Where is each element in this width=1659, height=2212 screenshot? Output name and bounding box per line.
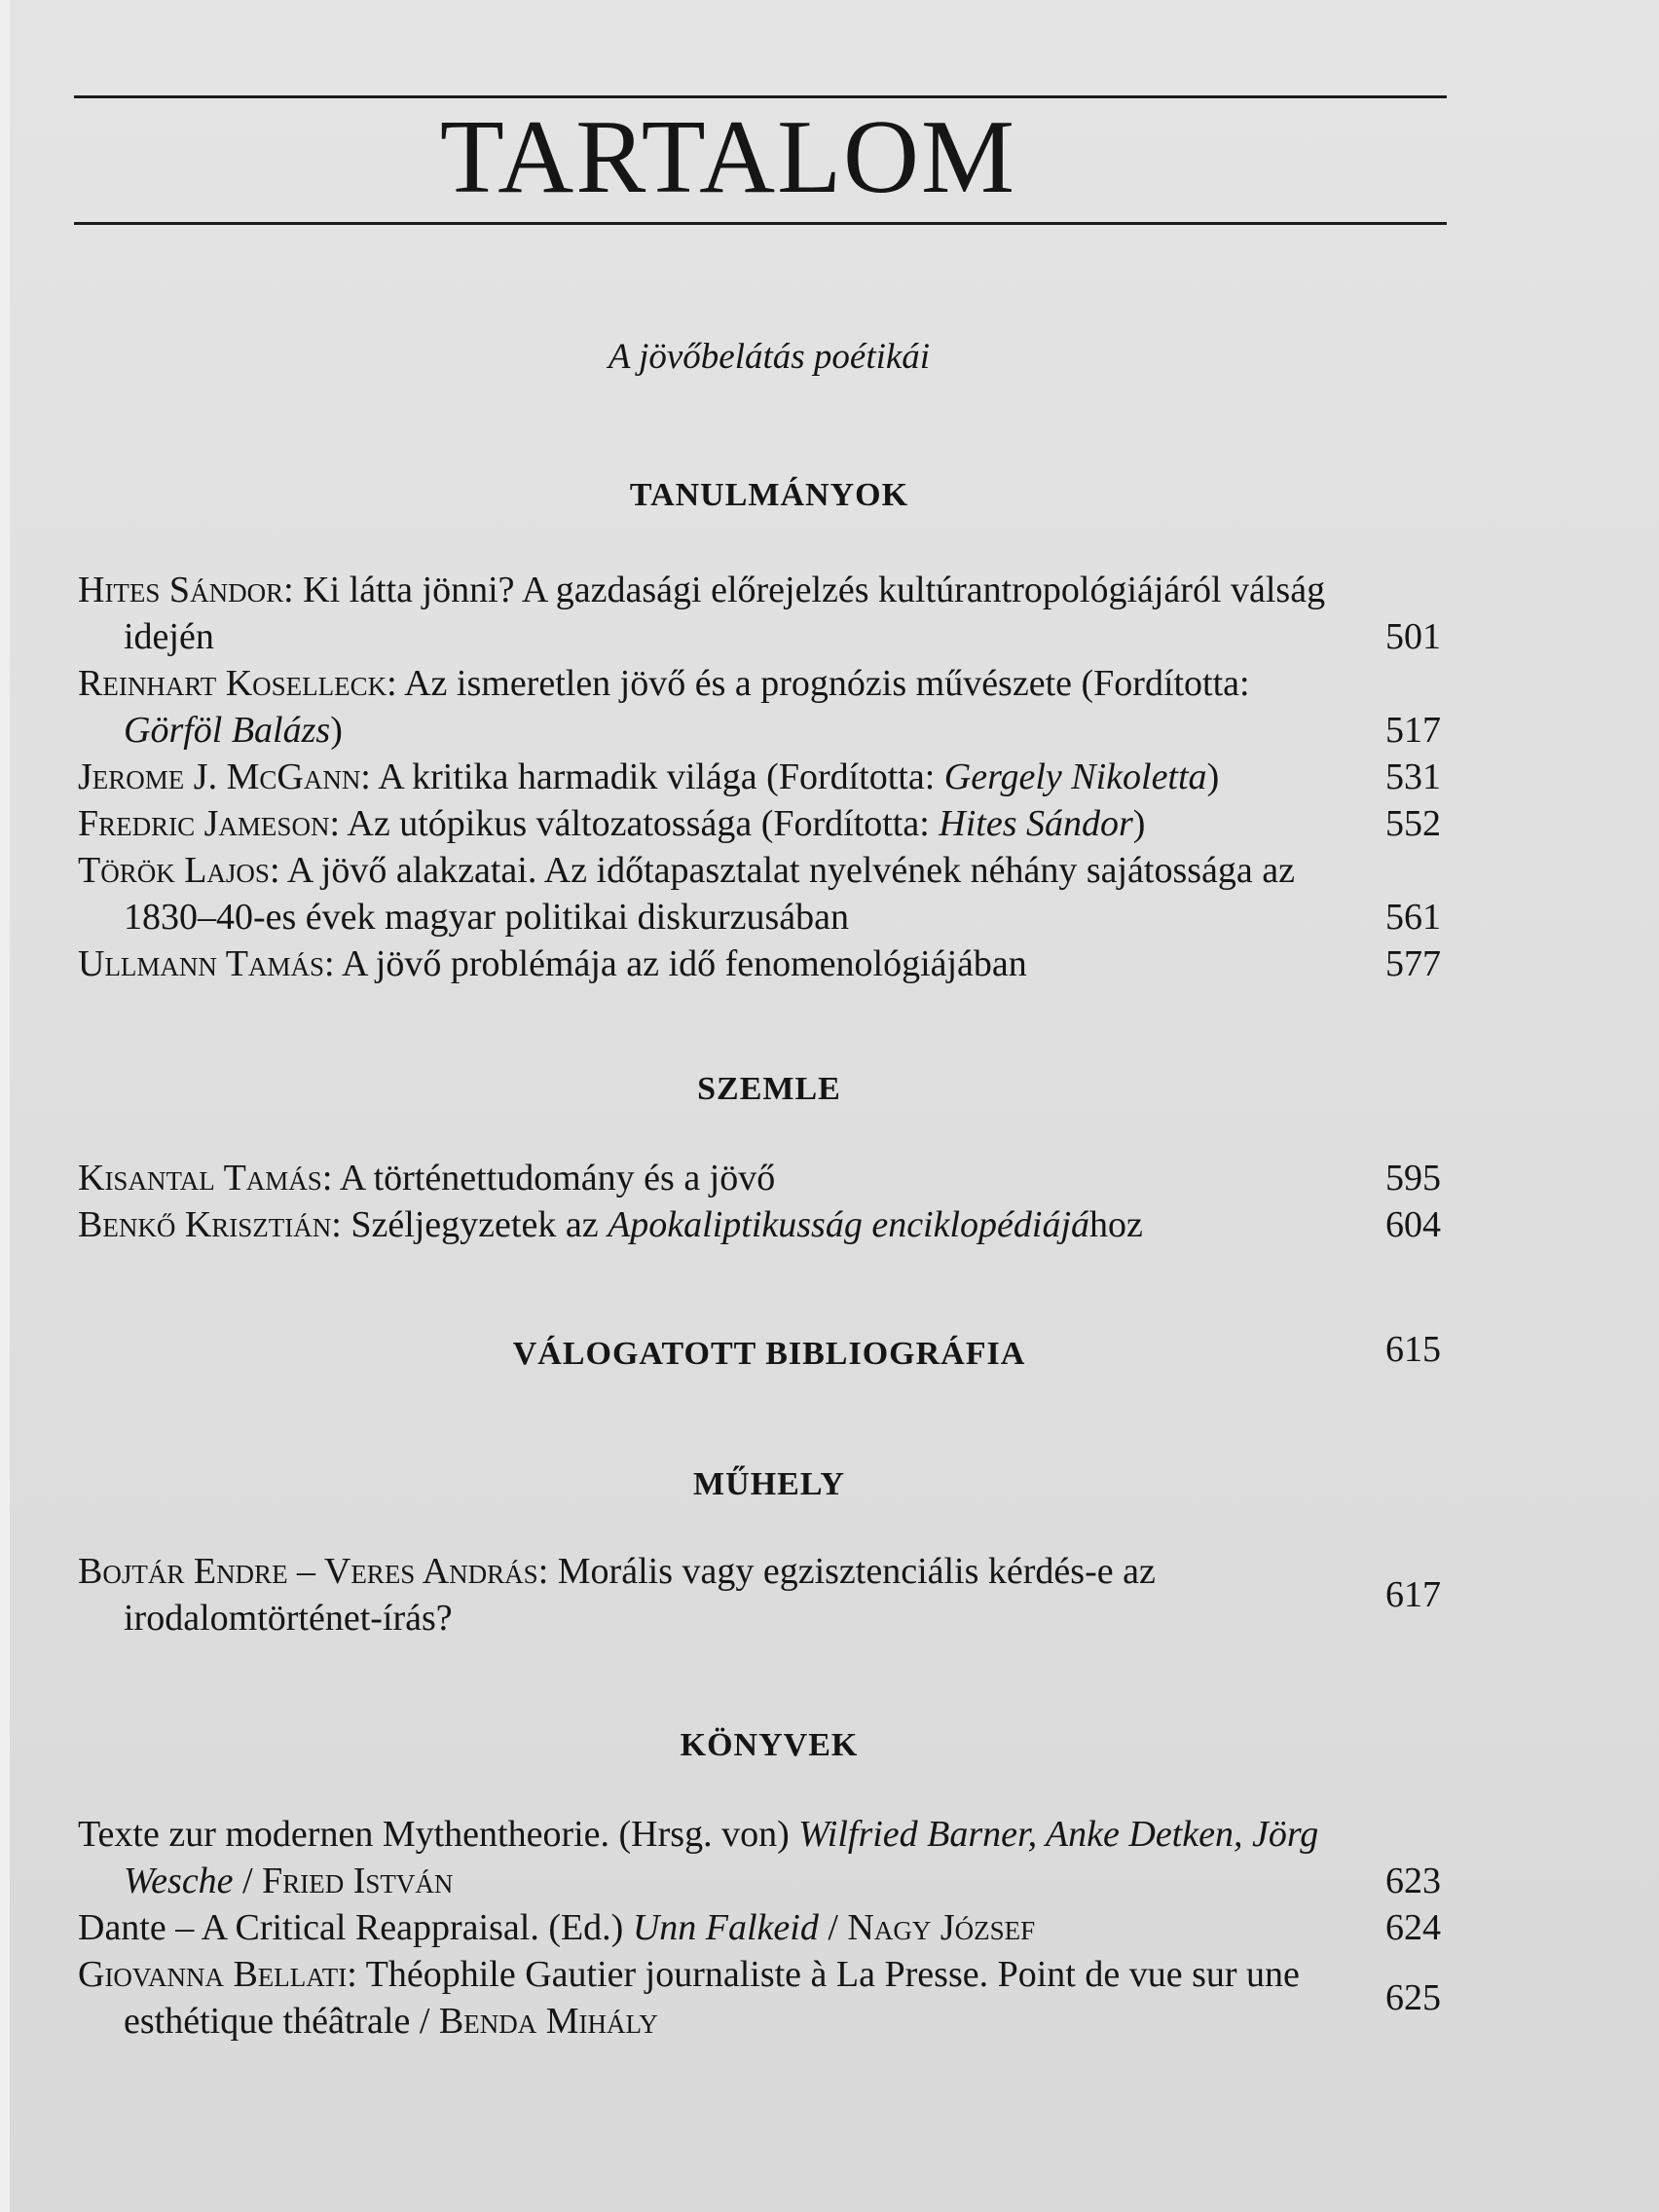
entry-author: Giovanna Bellati:	[78, 1954, 357, 1995]
toc-entry	[78, 1548, 1441, 1641]
entry-reviewer: Benda Mihály	[438, 2001, 658, 2042]
entry-reviewer: Fried István	[262, 1861, 454, 1901]
entry-author: Hites Sándor:	[78, 570, 294, 610]
page-edge	[0, 0, 10, 2212]
entry-close: )	[330, 710, 343, 751]
entry-title: Dante – A Critical Reappraisal. (Ed.)	[78, 1907, 633, 1948]
entry-close: hoz	[1089, 1204, 1143, 1245]
entry-editors: Wilfried Barner, Anke Detken, Jörg Wesche	[124, 1814, 1319, 1901]
entry-title: Az ismeretlen jövő és a prognózis művészete (Fordította:	[396, 663, 1250, 704]
entry-title: Széljegyzetek az	[341, 1204, 608, 1245]
entry-close: )	[1206, 756, 1220, 797]
entry-editors: Unn Falkeid	[632, 1907, 819, 1948]
entry-page: 625	[1385, 1977, 1441, 2018]
section-heading-tanulmanyok: TANULMÁNYOK	[629, 477, 909, 513]
entry-page: 617	[1385, 1574, 1441, 1615]
entry-title: A kritika harmadik világa (Fordította:	[370, 756, 944, 797]
entry-page: 561	[1385, 897, 1441, 938]
toc-entry	[78, 800, 1441, 847]
bottom-rule	[74, 222, 1447, 225]
entry-title: Az utópikus változatossága (Fordította:	[340, 803, 940, 844]
entry-author: Bojtár Endre – Veres András:	[78, 1551, 549, 1592]
entry-page: 531	[1385, 756, 1441, 797]
entry-page: 623	[1385, 1861, 1441, 1901]
entry-title: Morális vagy egzisztenciális kérdés-e az irodalomtörténet-írás?	[124, 1551, 1156, 1639]
entry-separator: /	[818, 1907, 848, 1948]
entry-title: A jövő alakzatai. Az időtapasztalat nyelvének néhány sajátossága az 1830–40-es évek magyar politikai diskurzusában	[124, 850, 1296, 938]
toc-entry	[78, 1951, 1441, 2045]
entry-book-title: Apokaliptikusság enciklopédiájá	[608, 1204, 1090, 1245]
toc-entry	[78, 1904, 1441, 1951]
entry-page: 577	[1385, 943, 1441, 984]
entry-title: Texte zur modernen Mythentheorie. (Hrsg. von)	[78, 1814, 799, 1855]
entry-author: Kisantal Tamás:	[78, 1158, 333, 1198]
entry-page: 517	[1385, 710, 1441, 751]
entry-reviewer: Nagy József	[847, 1907, 1036, 1948]
entry-author: Török Lajos:	[78, 850, 280, 891]
toc-entry	[78, 847, 1441, 940]
entry-page: 501	[1385, 616, 1441, 657]
bibliografia-page: 615	[1385, 1329, 1441, 1370]
section-heading-szemle: SZEMLE	[697, 1071, 841, 1107]
entry-page: 604	[1385, 1204, 1441, 1245]
page-title: TARTALOM	[439, 99, 1017, 215]
entry-title: A történettudomány és a jövő	[332, 1158, 776, 1198]
entry-close: )	[1132, 803, 1146, 844]
entry-separator: /	[233, 1861, 263, 1901]
entry-page: 624	[1385, 1907, 1441, 1948]
entry-author: Ullmann Tamás:	[78, 943, 335, 984]
entry-translator: Gergely Nikoletta	[943, 756, 1207, 797]
section-heading-konyvek: KÖNYVEK	[680, 1727, 859, 1763]
section-heading-muhely: MŰHELY	[693, 1466, 845, 1502]
entry-title: Théophile Gautier journaliste à La Presse. Point de vue sur une esthétique théâtrale /	[124, 1954, 1300, 2042]
entry-author: Jerome J. McGann:	[78, 756, 371, 797]
entry-translator: Hites Sándor	[939, 803, 1133, 844]
toc-entry	[78, 660, 1441, 754]
toc-entry	[78, 567, 1441, 660]
entry-page: 552	[1385, 803, 1441, 844]
toc-entry	[78, 1201, 1441, 1248]
book-page	[10, 0, 1659, 2212]
toc-entry	[78, 940, 1441, 987]
toc-entry	[78, 1811, 1441, 1904]
issue-subtitle: A jövőbelátás poétikái	[608, 337, 931, 377]
entry-title: A jövő problémája az idő fenomenológiájában	[334, 943, 1027, 984]
toc-entry	[78, 1155, 1441, 1201]
entry-author: Reinhart Koselleck:	[78, 663, 397, 704]
toc-entry	[78, 754, 1441, 800]
entry-author: Benkő Krisztián:	[78, 1204, 342, 1245]
entry-page: 595	[1385, 1158, 1441, 1198]
entry-title: Ki látta jönni? A gazdasági előrejelzés kultúrantropológiájáról válság idején	[124, 570, 1326, 657]
top-rule	[74, 95, 1447, 98]
entry-author: Fredric Jameson:	[78, 803, 340, 844]
section-heading-bibliografia: VÁLOGATOTT BIBLIOGRÁFIA	[512, 1336, 1026, 1372]
entry-translator: Görföl Balázs	[124, 710, 331, 751]
